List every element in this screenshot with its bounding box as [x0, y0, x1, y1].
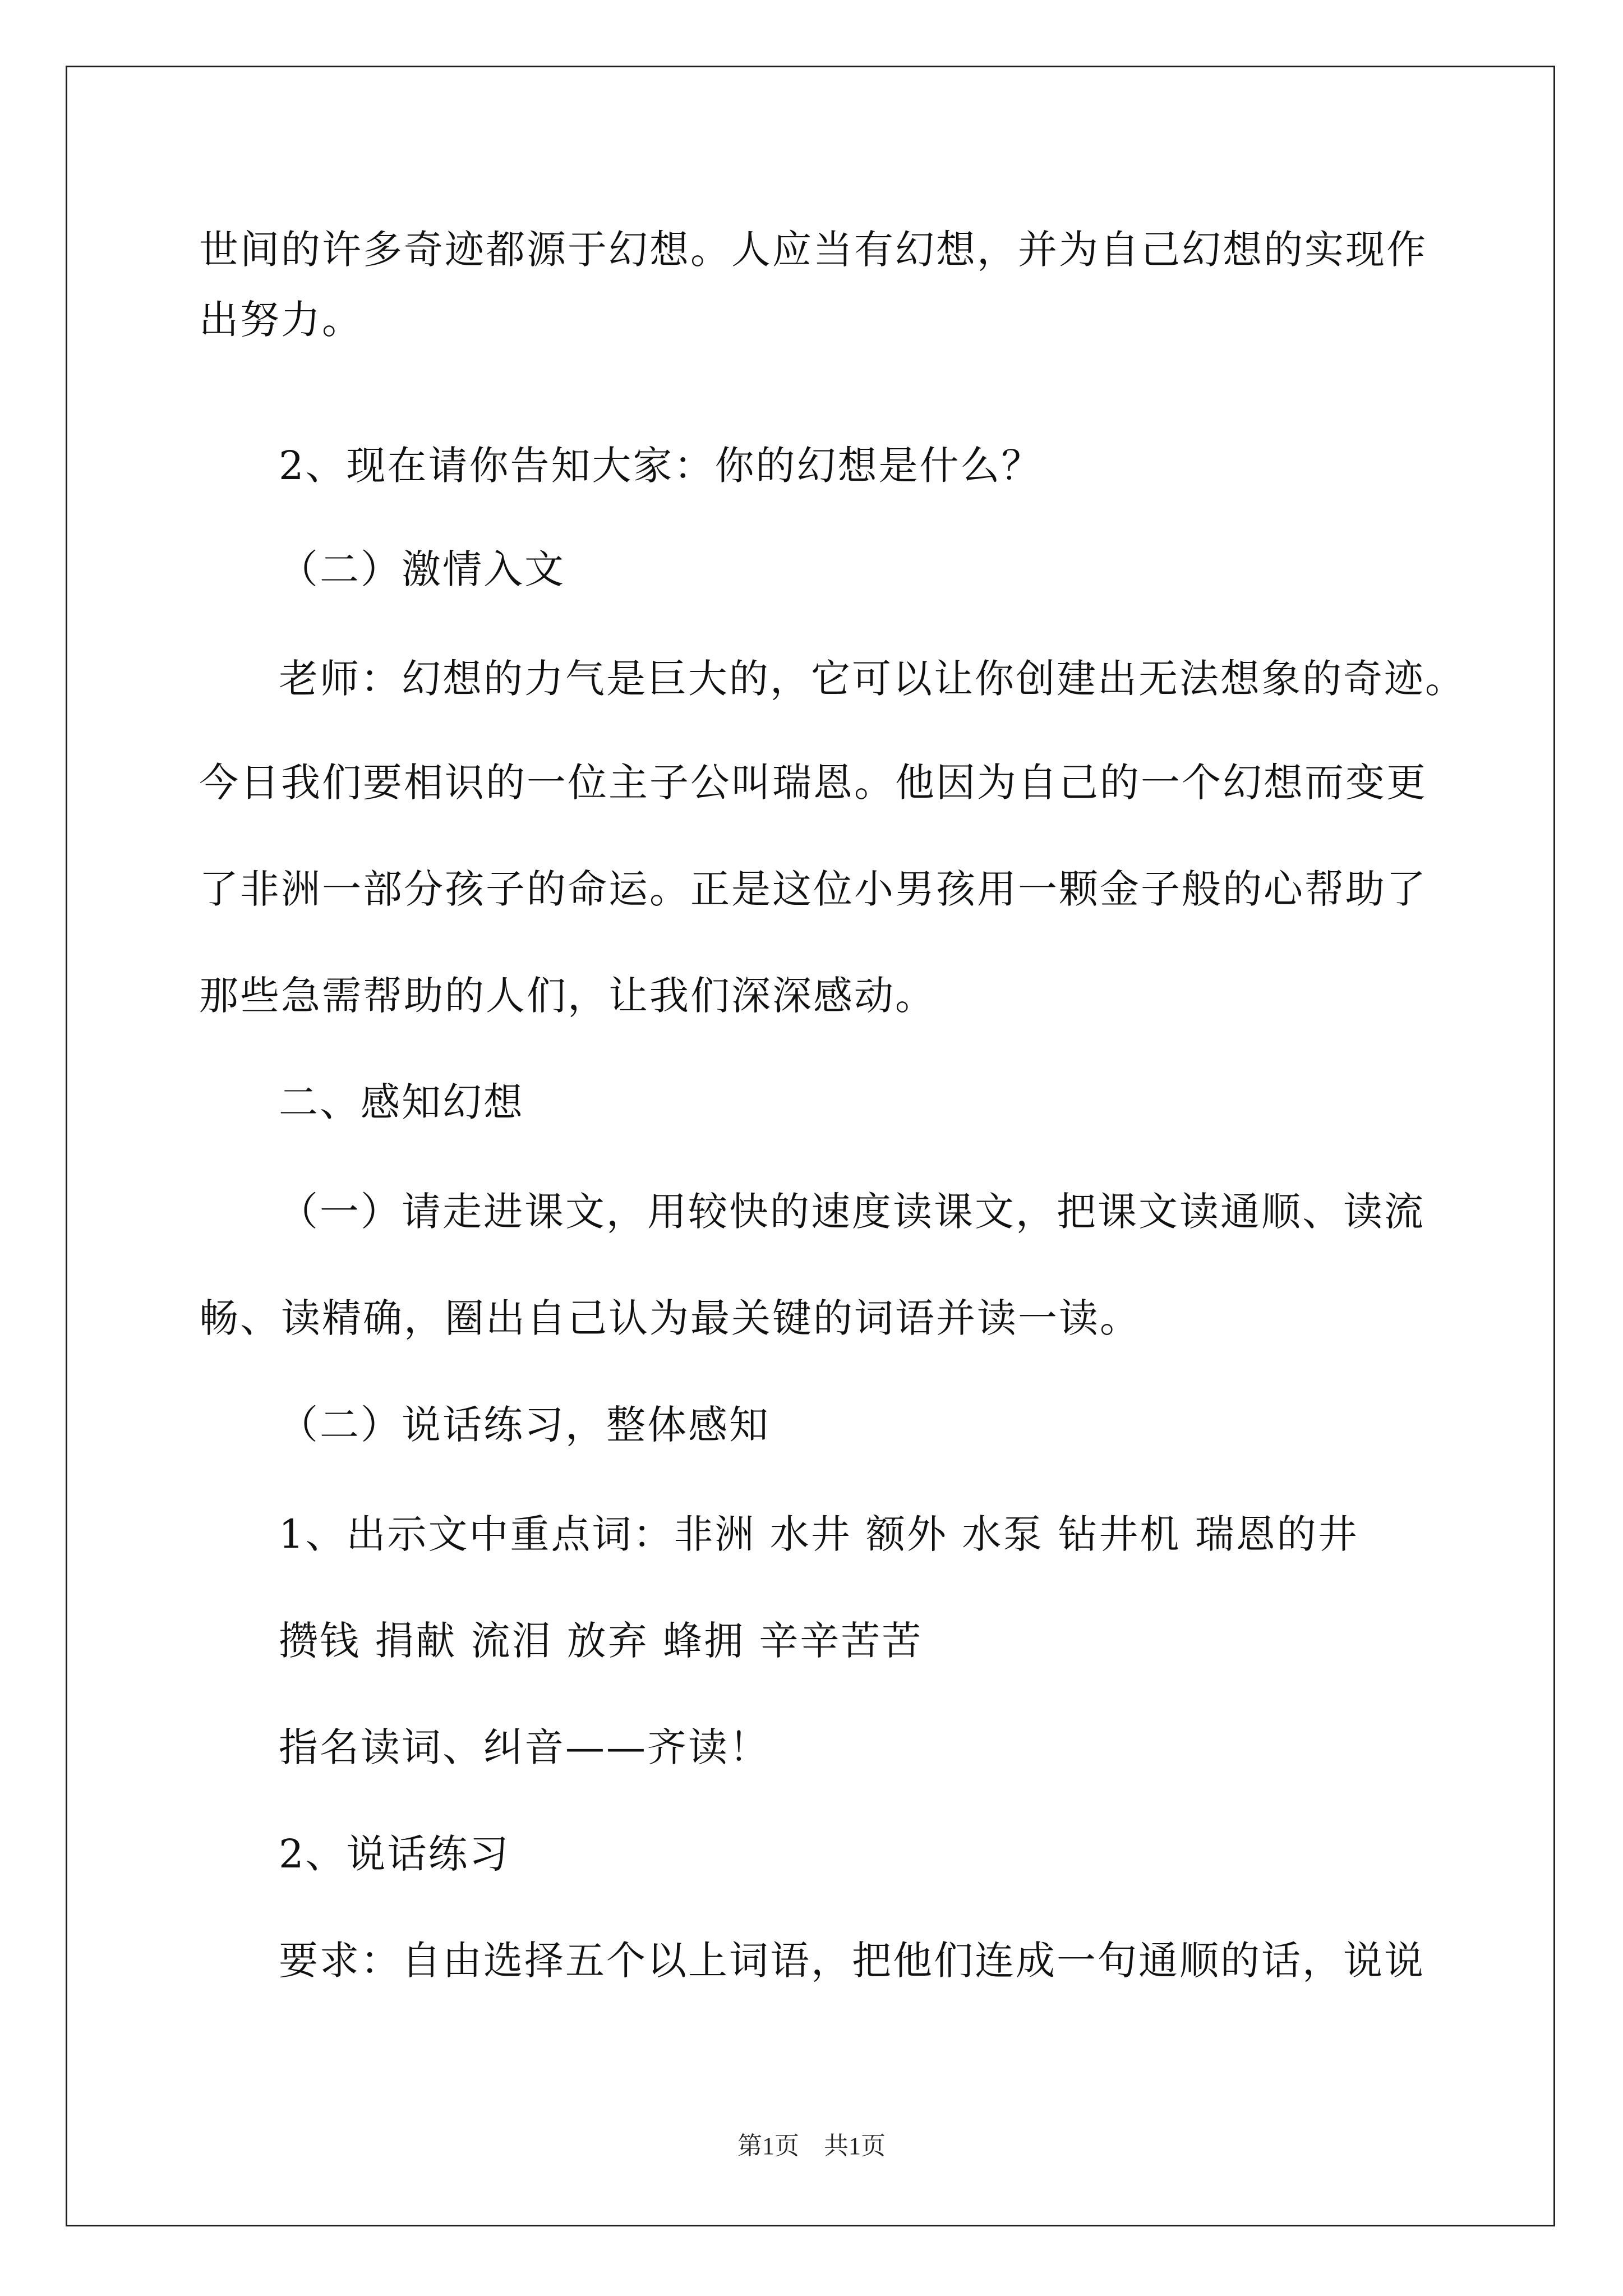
body-text-line: 出努力。	[199, 297, 363, 343]
body-text-line: 那些急需帮助的人们，让我们深深感动。	[199, 973, 936, 1019]
section-heading: 二、感知幻想	[279, 1079, 524, 1125]
body-text-line: 2、说话练习	[279, 1831, 510, 1877]
body-text-line: 畅、读精确，圈出自己认为最关键的词语并读一读。	[199, 1295, 1141, 1341]
body-text-line: 世间的许多奇迹都源于幻想。人应当有幻想，并为自己幻想的实现作	[199, 227, 1427, 273]
page-footer: 第1页 共1页	[737, 2132, 886, 2160]
body-text-line: 今日我们要相识的一位主子公叫瑞恩。他因为自己的一个幻想而变更	[199, 760, 1427, 806]
body-text-line: 指名读词、纠音——齐读！	[279, 1724, 770, 1770]
body-text-line: 要求：自由选择五个以上词语，把他们连成一句通顺的话，说说	[279, 1938, 1425, 1984]
body-text-line: （一）请走进课文，用较快的速度读课文，把课文读通顺、读流	[279, 1189, 1425, 1235]
body-text-line: 2、现在请你告知大家：你的幻想是什么？	[279, 443, 1043, 489]
page-border	[66, 66, 1555, 2226]
body-text-line: 了非洲一部分孩子的命运。正是这位小男孩用一颗金子般的心帮助了	[199, 866, 1427, 912]
body-text-line: 老师：幻想的力气是巨大的，它可以让你创建出无法想象的奇迹。	[279, 656, 1466, 702]
body-text-line: 1、出示文中重点词：非洲 水井 额外 水泵 钻井机 瑞恩的井	[279, 1511, 1359, 1557]
body-text-line: 攒钱 捐献 流泪 放弃 蜂拥 辛辛苦苦	[279, 1618, 923, 1664]
section-heading: （二）说话练习，整体感知	[279, 1402, 770, 1448]
section-heading: （二）激情入文	[279, 546, 565, 592]
